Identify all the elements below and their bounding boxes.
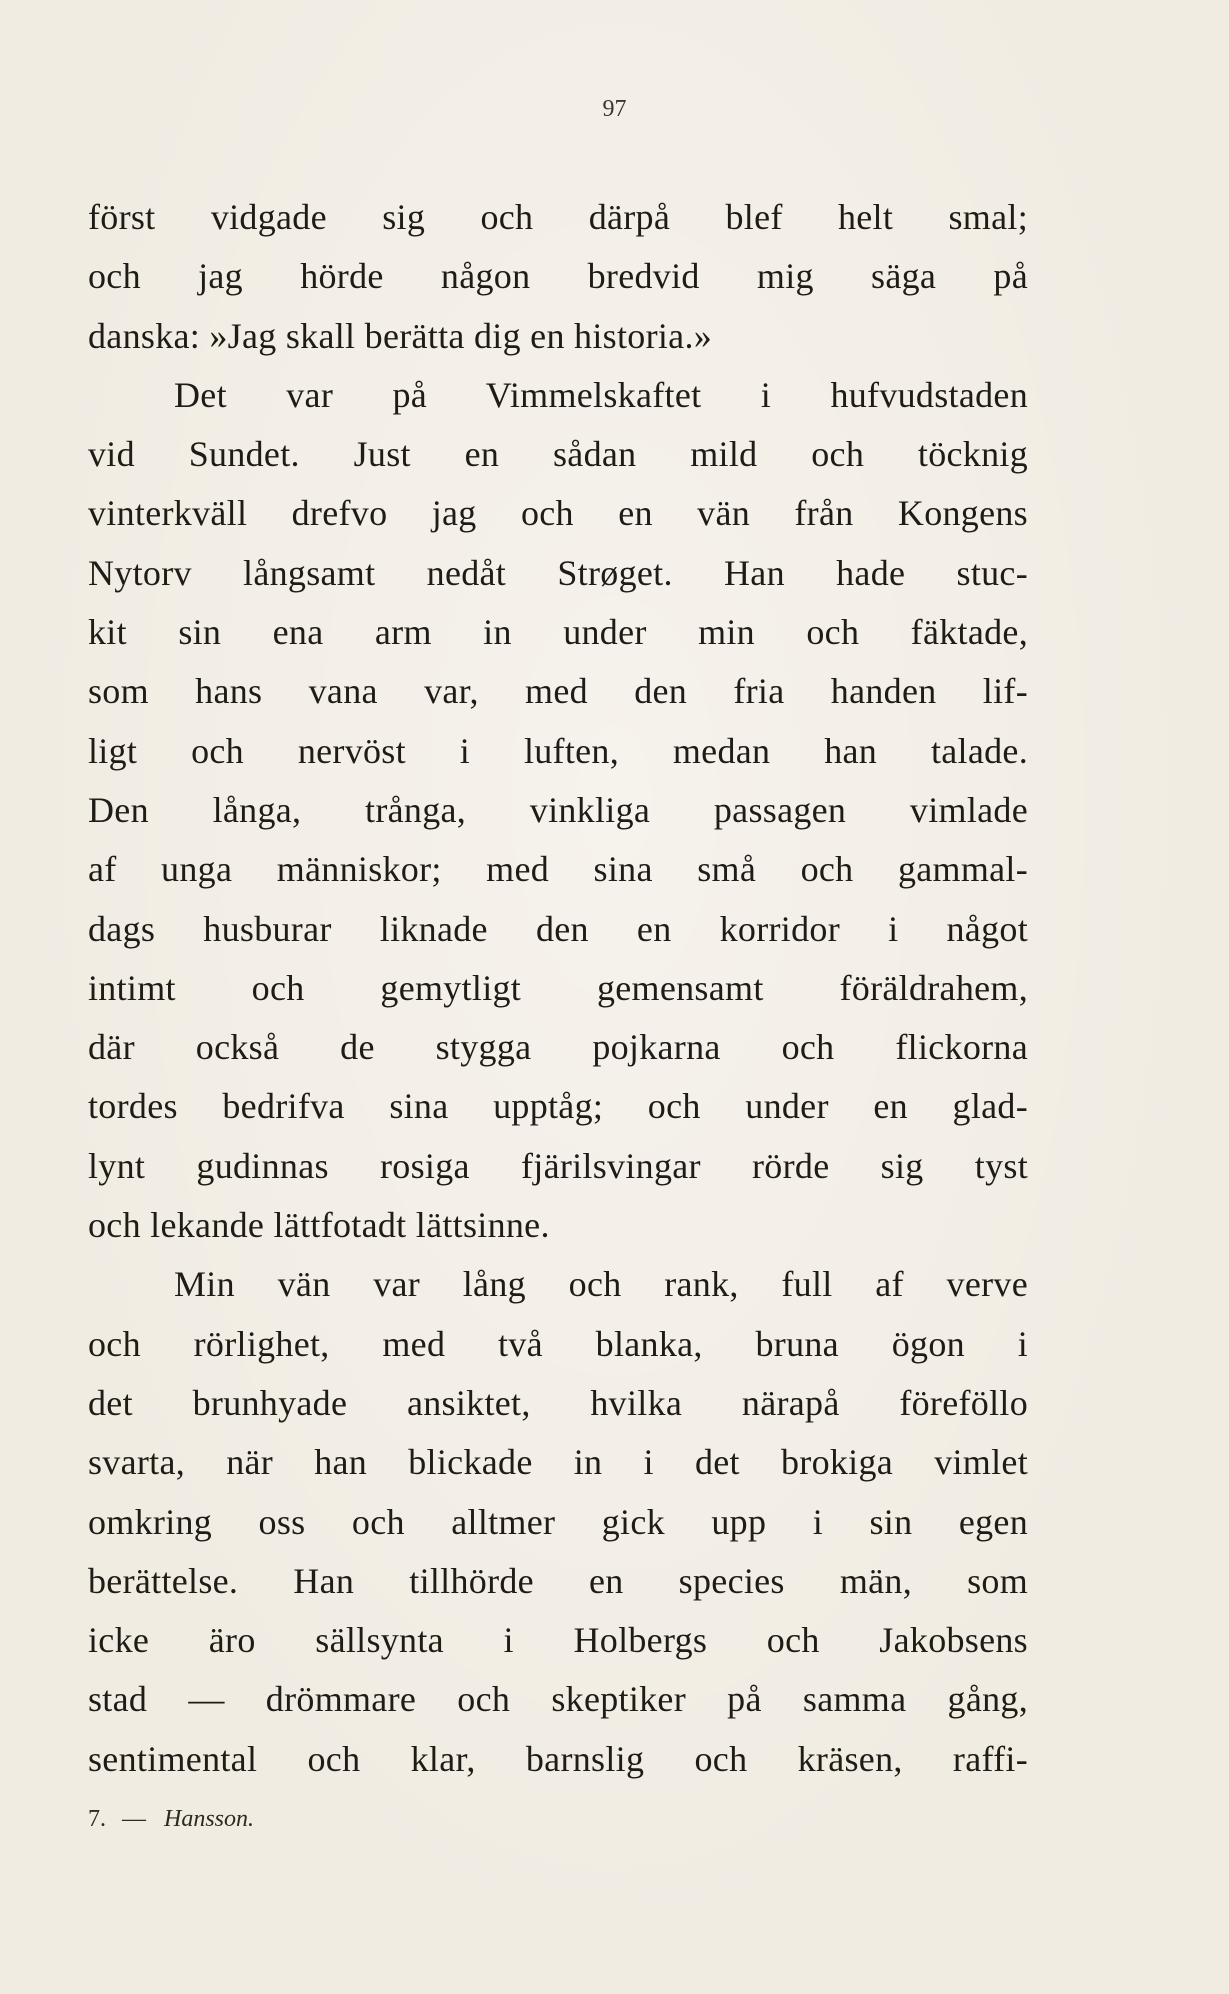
text-line: danska: »Jag skall berätta dig en historia.» xyxy=(88,315,713,356)
text-line: sentimental och klar, barnslig och kräsen, raffi- xyxy=(88,1738,1028,1779)
text-line: kit sin ena arm in under min och fäktade, xyxy=(88,612,1028,653)
sheet-number: 7. xyxy=(88,1806,106,1832)
text-line: och lekande lättfotadt lättsinne. xyxy=(88,1205,550,1246)
text-line: först vidgade sig och därpå blef helt smal; xyxy=(88,197,1028,237)
text-line: icke äro sällsynta i Holbergs och Jakobsens xyxy=(88,1620,1028,1661)
text-line: dags husburar liknade den en korridor i något xyxy=(88,908,1028,949)
text-line: vid Sundet. Just en sådan mild och töcknig xyxy=(88,434,1028,475)
text-line: intimt och gemytligt gemensamt föräldrahem, xyxy=(88,967,1028,1008)
text-line: och jag hörde någon bredvid mig säga på xyxy=(88,256,1028,297)
text-line: det brunhyade ansiktet, hvilka närapå föreföllo xyxy=(88,1382,1028,1423)
text-line: där också de stygga pojkarna och flickorna xyxy=(88,1027,1028,1068)
text-line: vinterkväll drefvo jag och en vän från Kongens xyxy=(88,493,1028,534)
text-line: lynt gudinnas rosiga fjärilsvingar rörde sig tyst xyxy=(88,1145,1028,1186)
text-line: stad — drömmare och skeptiker på samma gång, xyxy=(88,1679,1028,1720)
text-line: tordes bedrifva sina upptåg; och under en glad- xyxy=(88,1086,1028,1127)
body-text xyxy=(88,188,1028,1789)
text-line: af unga människor; med sina små och gammal- xyxy=(88,849,1028,890)
text-line: svarta, när han blickade in i det brokiga vimlet xyxy=(88,1442,1028,1483)
author-name: Hansson. xyxy=(164,1806,255,1832)
text-line: och rörlighet, med två blanka, bruna ögon i xyxy=(88,1323,1028,1364)
page-number: 97 xyxy=(602,96,627,122)
text-line: som hans vana var, med den fria handen lif- xyxy=(88,671,1028,712)
text-line: Den långa, trånga, vinkliga passagen vimlade xyxy=(88,789,1028,830)
signature-mark xyxy=(88,1806,254,1833)
text-line: berättelse. Han tillhörde en species män, som xyxy=(88,1560,1028,1601)
text-line: Nytorv långsamt nedåt Strøget. Han hade stuc- xyxy=(88,552,1028,593)
text-line: Min vän var lång och rank, full af verve xyxy=(174,1264,1028,1305)
text-line: omkring oss och alltmer gick upp i sin egen xyxy=(88,1501,1028,1542)
text-line: Det var på Vimmelskaftet i hufvudstaden xyxy=(174,374,1028,415)
signature-dash: — xyxy=(122,1806,146,1832)
text-line: ligt och nervöst i luften, medan han talade. xyxy=(88,730,1028,771)
